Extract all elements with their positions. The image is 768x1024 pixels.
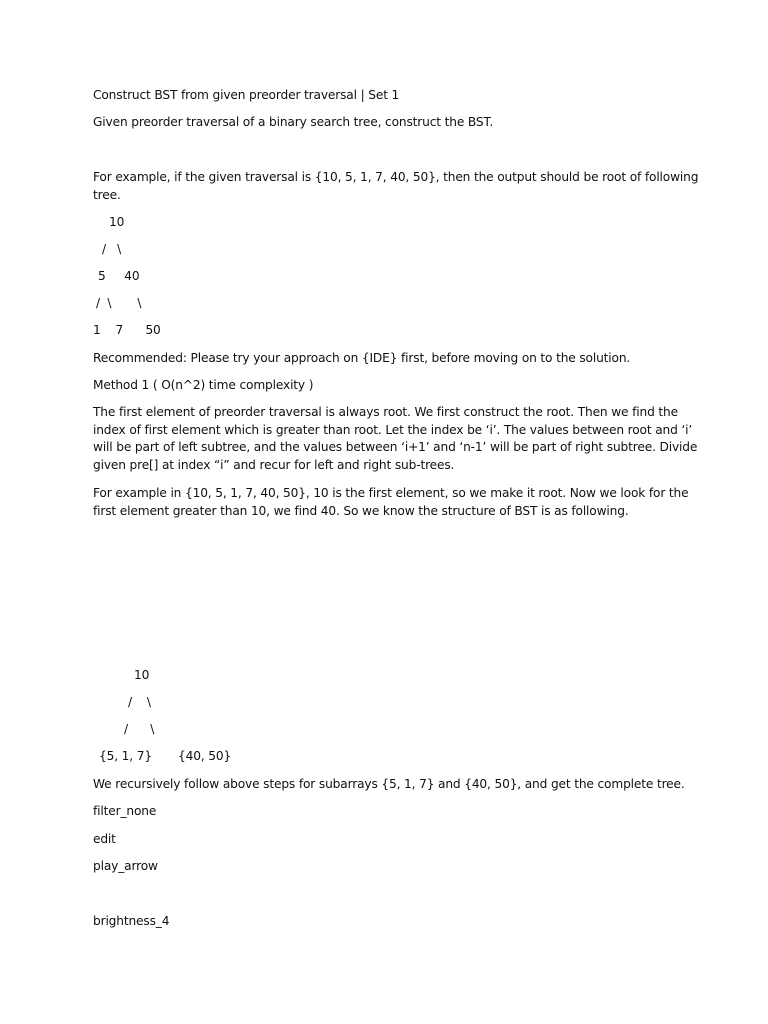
example-paragraph [93,169,699,204]
method1-line: index of first element which is greater than root. Let the index be ‘i’. The values between root and ‘i’ [93,422,693,437]
recommended-note: Recommended: Please try your approach on {IDE} first, before moving on to the solution. [93,351,631,365]
tree1-level-3: 1 7 50 [93,323,161,337]
play-arrow-label[interactable]: play_arrow [93,859,158,873]
example2-paragraph [93,485,689,520]
tree1-level-2: 5 40 [98,269,140,283]
method1-heading: Method 1 ( O(n^2) time complexity ) [93,378,314,392]
method1-line: The first element of preorder traversal is always root. We first construct the root. Then we find the [93,405,678,419]
example-line: For example, if the given traversal is {10, 5, 1, 7, 40, 50}, then the output should be root of following [93,170,699,184]
recursive-note: We recursively follow above steps for subarrays {5, 1, 7} and {40, 50}, and get the complete tree. [93,777,685,791]
tree2-branch-1: / \ [128,695,151,709]
tree1-root: 10 [109,215,125,229]
example2-line: For example in {10, 5, 1, 7, 40, 50}, 10 is the first element, so we make it root. Now we look for the [93,486,689,500]
method1-line: given pre[] at index “i” and recur for left and right sub-trees. [93,457,455,472]
method1-line: will be part of left subtree, and the values between ‘i+1’ and ‘n-1’ will be part of right subtree. Divide [93,440,698,454]
method1-paragraph [93,404,698,474]
example-line: tree. [93,187,121,202]
filter-none-label[interactable]: filter_none [93,804,157,818]
document-title: Construct BST from given preorder traversal | Set 1 [93,88,400,102]
tree2-level-2: {5, 1, 7} {40, 50} [99,749,232,763]
tree1-branch-1: / \ [102,242,122,256]
example2-line: first element greater than 10, we find 40. So we know the structure of BST is as following. [93,503,629,518]
brightness-label[interactable]: brightness_4 [93,914,170,928]
intro-text: Given preorder traversal of a binary search tree, construct the BST. [93,115,494,129]
tree2-branch-2: / \ [124,722,155,736]
tree1-branch-2: / \ \ [96,296,142,310]
tree2-root: 10 [134,668,150,682]
edit-label[interactable]: edit [93,832,116,846]
